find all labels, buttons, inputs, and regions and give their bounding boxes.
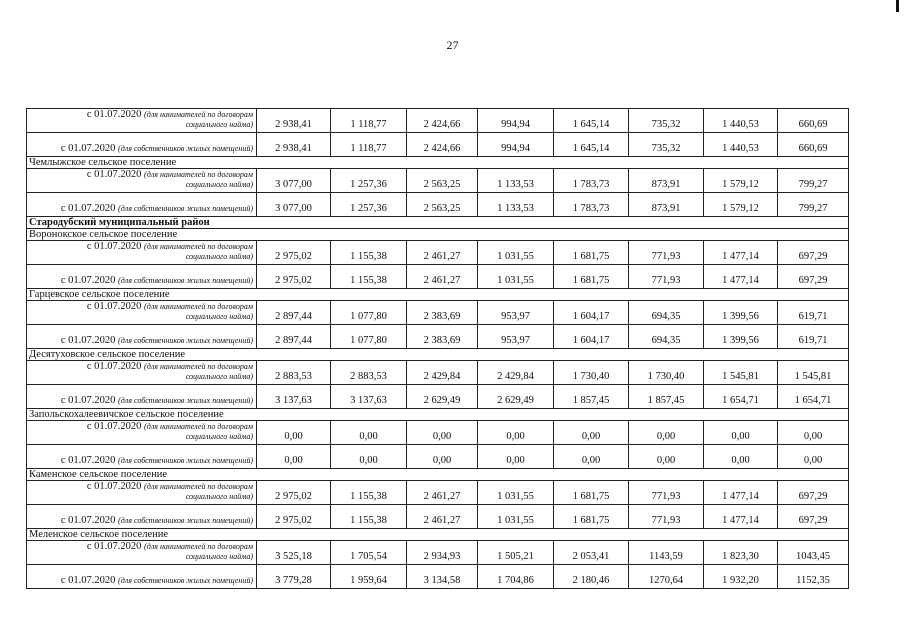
label-category: (для собственников жилых помещений) [118,204,253,213]
row-label [27,325,257,349]
tariff-value: 2 883,53 [331,361,407,385]
tariff-value: 1 155,38 [331,481,407,505]
row-label [27,241,257,265]
tariff-value: 1 477,14 [704,505,778,529]
tariff-value: 1 545,81 [778,361,849,385]
tariff-value: 697,29 [778,265,849,289]
label-category: (для нанимателей по договорам [144,362,253,371]
tenant-tariff-row [27,421,849,445]
row-label [27,445,257,469]
table-body [27,109,849,589]
settlement-header-row [27,469,849,481]
settlement-title: Каменское сельское поселение [27,469,849,481]
settlement-title: Десятуховское сельское поселение [27,349,849,361]
tariff-value: 0,00 [704,421,778,445]
tenant-tariff-row [27,301,849,325]
tariff-value: 2 424,66 [407,109,478,133]
tariff-value: 1 077,80 [331,325,407,349]
label-category: социального найма) [185,372,253,381]
tariff-value: 0,00 [778,421,849,445]
tariff-value: 2 429,84 [478,361,554,385]
label-category: социального найма) [185,180,253,189]
label-category: (для собственников жилых помещений) [118,456,253,465]
label-category: (для нанимателей по договорам [144,482,253,491]
row-date: с 01.07.2020 [86,361,142,372]
tariff-value: 1 645,14 [554,109,629,133]
tariff-value: 1 477,14 [704,481,778,505]
tariff-value: 953,97 [478,325,554,349]
tariff-value: 0,00 [554,421,629,445]
label-line-1 [30,242,253,252]
tariff-value: 1 654,71 [704,385,778,409]
label-line-2 [30,552,253,562]
tariff-value: 1 932,20 [704,565,778,589]
tariff-value: 1 579,12 [704,169,778,193]
tariff-value: 1143,59 [629,541,704,565]
tariff-value: 1 155,38 [331,265,407,289]
tariff-value: 2 563,25 [407,169,478,193]
tariff-value: 2 180,46 [554,565,629,589]
label-category: (для собственников жилых помещений) [118,144,253,153]
tariff-value: 1 477,14 [704,265,778,289]
tariff-value: 2 938,41 [257,109,331,133]
tariff-value: 1 604,17 [554,301,629,325]
tariff-value: 1 477,14 [704,241,778,265]
row-label [27,481,257,505]
tariff-value: 1 545,81 [704,361,778,385]
row-date: с 01.07.2020 [60,515,116,526]
row-date: с 01.07.2020 [86,241,142,252]
tariff-value: 0,00 [257,421,331,445]
settlement-header-row [27,409,849,421]
tariff-value: 0,00 [629,421,704,445]
label-category: (для собственников жилых помещений) [118,336,253,345]
label-line-1 [30,542,253,552]
tariff-value: 1 155,38 [331,241,407,265]
row-label [27,265,257,289]
tariff-value: 1 031,55 [478,265,554,289]
label-line-1 [30,170,253,180]
tariff-value: 2 975,02 [257,505,331,529]
tariff-value: 1 823,30 [704,541,778,565]
tariff-value: 619,71 [778,301,849,325]
label-category: (для нанимателей по договорам [144,242,253,251]
tariff-value: 2 975,02 [257,265,331,289]
row-label [27,109,257,133]
tariff-value: 1270,64 [629,565,704,589]
tariff-value: 3 525,18 [257,541,331,565]
label-category: социального найма) [185,120,253,129]
label-line-2 [30,120,253,130]
label-category: (для нанимателей по договорам [144,542,253,551]
row-label [27,541,257,565]
tariff-value: 2 053,41 [554,541,629,565]
tariff-value: 1 654,71 [778,385,849,409]
label-line-1 [30,362,253,372]
owner-tariff-row [27,325,849,349]
label-line-2 [30,492,253,502]
tariff-value: 1 681,75 [554,505,629,529]
row-date: с 01.07.2020 [86,169,142,180]
row-label [27,505,257,529]
tariff-value: 1 857,45 [554,385,629,409]
tariff-value: 1 031,55 [478,241,554,265]
label-line-2 [30,312,253,322]
tariff-value: 1152,35 [778,565,849,589]
settlement-title: Меленское сельское поселение [27,529,849,541]
tariff-value: 0,00 [407,421,478,445]
settlement-header-row [27,157,849,169]
label-category: (для собственников жилых помещений) [118,276,253,285]
tariff-value: 771,93 [629,481,704,505]
tariff-value: 1 440,53 [704,109,778,133]
tariff-value: 994,94 [478,109,554,133]
row-label [27,133,257,157]
tariff-value: 1 118,77 [331,133,407,157]
tariff-value: 0,00 [478,421,554,445]
row-date: с 01.07.2020 [60,203,116,214]
tariff-value: 2 629,49 [407,385,478,409]
label-category: (для нанимателей по договорам [144,302,253,311]
tariff-value: 1 118,77 [331,109,407,133]
tariff-value: 1 031,55 [478,481,554,505]
label-category: социального найма) [185,492,253,501]
tariff-value: 694,35 [629,301,704,325]
tariff-value: 1 730,40 [554,361,629,385]
tariff-value: 735,32 [629,109,704,133]
owner-tariff-row [27,193,849,217]
tariff-value: 799,27 [778,169,849,193]
tenant-tariff-row [27,481,849,505]
tariff-value: 2 461,27 [407,241,478,265]
owner-tariff-row [27,505,849,529]
tariff-value: 660,69 [778,133,849,157]
page-number: 27 [446,38,459,52]
label-line-2 [30,180,253,190]
label-category: (для собственников жилых помещений) [118,396,253,405]
tariff-value: 2 383,69 [407,325,478,349]
row-date: с 01.07.2020 [60,275,116,286]
settlement-title: Воронокское сельское поселение [27,229,849,241]
tariff-value: 771,93 [629,241,704,265]
row-date: с 01.07.2020 [60,335,116,346]
tariff-value: 2 897,44 [257,325,331,349]
row-date: с 01.07.2020 [86,481,142,492]
tariff-value: 1043,45 [778,541,849,565]
tariff-value: 2 461,27 [407,265,478,289]
tariff-value: 2 563,25 [407,193,478,217]
tariff-value: 994,94 [478,133,554,157]
tariff-value: 1 440,53 [704,133,778,157]
tariff-value: 771,93 [629,265,704,289]
tariff-value: 660,69 [778,109,849,133]
row-date: с 01.07.2020 [86,109,142,120]
tariff-value: 799,27 [778,193,849,217]
label-category: социального найма) [185,312,253,321]
row-date: с 01.07.2020 [60,143,116,154]
tariff-value: 873,91 [629,193,704,217]
tariff-value: 0,00 [407,445,478,469]
owner-tariff-row [27,265,849,289]
label-category: (для собственников жилых помещений) [118,516,253,525]
tariff-value: 2 383,69 [407,301,478,325]
settlement-header-row [27,289,849,301]
tariff-value: 1 681,75 [554,481,629,505]
tariff-value: 2 629,49 [478,385,554,409]
tariff-value: 0,00 [478,445,554,469]
tariff-value: 0,00 [257,445,331,469]
tariff-value: 1 257,36 [331,169,407,193]
label-line-1 [30,302,253,312]
settlement-title: Чемлыжское сельское поселение [27,157,849,169]
tariff-value: 2 934,93 [407,541,478,565]
tenant-tariff-row [27,241,849,265]
settlement-header-row [27,349,849,361]
tariff-value: 619,71 [778,325,849,349]
label-category: (для нанимателей по договорам [144,170,253,179]
tariff-value: 0,00 [331,445,407,469]
tariff-value: 1 399,56 [704,301,778,325]
tariff-value: 1 031,55 [478,505,554,529]
tariff-value: 1 399,56 [704,325,778,349]
tariff-value: 697,29 [778,505,849,529]
label-category: (для нанимателей по договорам [144,110,253,119]
tenant-tariff-row [27,169,849,193]
row-label [27,565,257,589]
label-line-2 [30,372,253,382]
row-label [27,301,257,325]
tariff-value: 1 783,73 [554,193,629,217]
tariff-value: 2 975,02 [257,241,331,265]
tariff-value: 1 959,64 [331,565,407,589]
tariff-value: 2 938,41 [257,133,331,157]
tariff-value: 2 429,84 [407,361,478,385]
tenant-tariff-row [27,109,849,133]
tenant-tariff-row [27,541,849,565]
label-category: социального найма) [185,432,253,441]
tariff-value: 3 137,63 [331,385,407,409]
tariff-value: 0,00 [778,445,849,469]
row-label [27,169,257,193]
tariff-value: 1 133,53 [478,169,554,193]
tariff-value: 2 461,27 [407,505,478,529]
tariff-value: 697,29 [778,241,849,265]
tariff-value: 771,93 [629,505,704,529]
row-date: с 01.07.2020 [60,455,116,466]
row-label [27,361,257,385]
tariff-value: 1 155,38 [331,505,407,529]
tariff-value: 2 424,66 [407,133,478,157]
district-title: Стародубский муниципальный район [27,217,849,229]
tariff-value: 1 645,14 [554,133,629,157]
tariff-value: 694,35 [629,325,704,349]
tariff-value: 0,00 [704,445,778,469]
tariff-value: 0,00 [554,445,629,469]
row-date: с 01.07.2020 [86,421,142,432]
tenant-tariff-row [27,361,849,385]
tariff-value: 1 133,53 [478,193,554,217]
tariff-value: 1 681,75 [554,241,629,265]
label-line-2 [30,252,253,262]
tariff-value: 2 975,02 [257,481,331,505]
tariff-value: 0,00 [629,445,704,469]
tariff-value: 2 897,44 [257,301,331,325]
tariff-value: 1 604,17 [554,325,629,349]
district-header-row [27,217,849,229]
tariff-value: 0,00 [331,421,407,445]
tariff-value: 953,97 [478,301,554,325]
row-label [27,385,257,409]
label-line-2 [30,432,253,442]
settlement-title: Запольскохалеевичское сельское поселение [27,409,849,421]
tariff-value: 1 505,21 [478,541,554,565]
tariff-value: 873,91 [629,169,704,193]
settlement-header-row [27,529,849,541]
tariff-value: 3 137,63 [257,385,331,409]
tariff-value: 1 579,12 [704,193,778,217]
label-line-1 [30,422,253,432]
tariff-value: 1 681,75 [554,265,629,289]
tariff-value: 1 705,54 [331,541,407,565]
label-category: (для нанимателей по договорам [144,422,253,431]
owner-tariff-row [27,385,849,409]
row-date: с 01.07.2020 [60,395,116,406]
tariff-value: 697,29 [778,481,849,505]
row-date: с 01.07.2020 [86,541,142,552]
settlement-title: Гарцевское сельское поселение [27,289,849,301]
tariff-value: 3 134,58 [407,565,478,589]
tariff-value: 1 730,40 [629,361,704,385]
label-line-1 [30,482,253,492]
tariff-value: 1 704,86 [478,565,554,589]
owner-tariff-row [27,133,849,157]
owner-tariff-row [27,445,849,469]
tariff-value: 1 783,73 [554,169,629,193]
row-date: с 01.07.2020 [60,575,116,586]
scan-edge-mark [896,0,899,12]
tariff-value: 2 461,27 [407,481,478,505]
settlement-header-row [27,229,849,241]
tariff-value: 3 077,00 [257,193,331,217]
owner-tariff-row [27,565,849,589]
label-line-1 [30,110,253,120]
label-category: (для собственников жилых помещений) [118,576,253,585]
tariff-value: 1 257,36 [331,193,407,217]
tariff-value: 735,32 [629,133,704,157]
tariff-value: 3 077,00 [257,169,331,193]
row-label [27,193,257,217]
row-date: с 01.07.2020 [86,301,142,312]
tariff-value: 2 883,53 [257,361,331,385]
row-label [27,421,257,445]
tariff-value: 3 779,28 [257,565,331,589]
label-category: социального найма) [185,252,253,261]
tariff-table [26,108,849,589]
label-category: социального найма) [185,552,253,561]
tariff-value: 1 857,45 [629,385,704,409]
tariff-value: 1 077,80 [331,301,407,325]
